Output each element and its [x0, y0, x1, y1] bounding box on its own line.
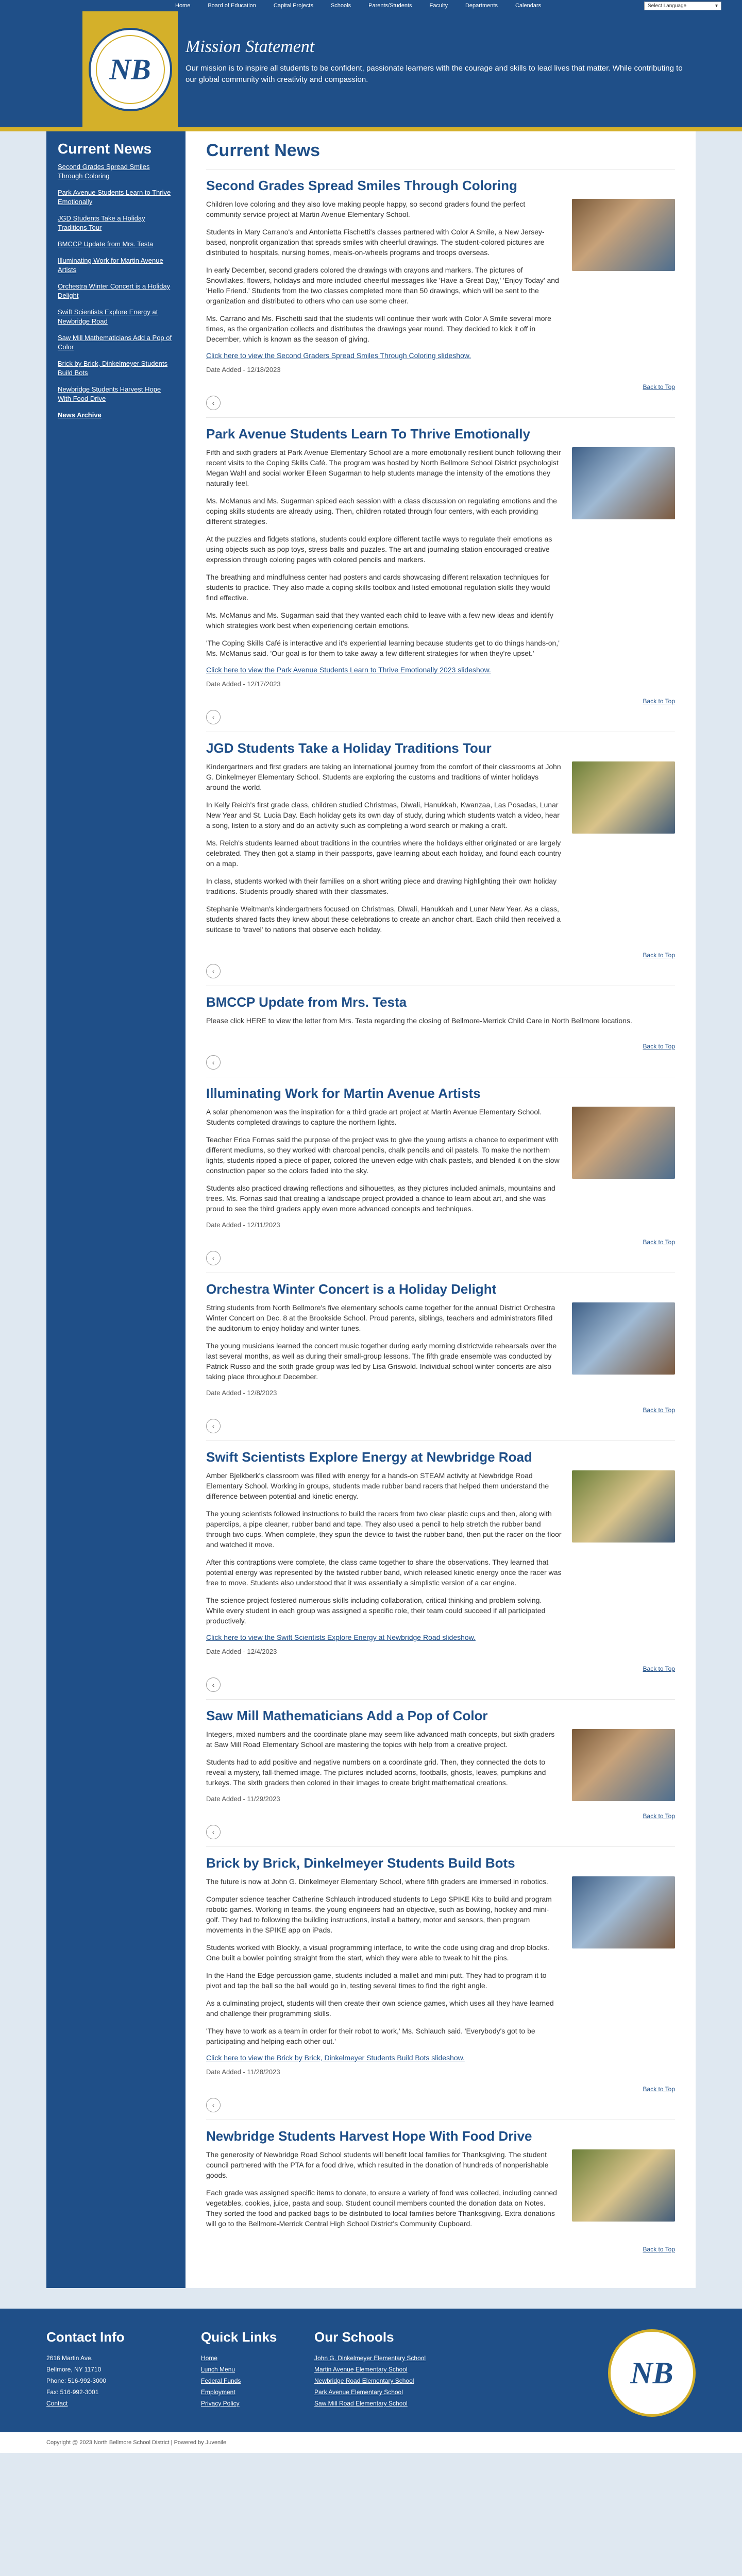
article-body	[206, 1107, 675, 1229]
footer-quick-links	[201, 2329, 294, 2417]
news-article	[206, 1699, 675, 1839]
school-link[interactable]: Martin Avenue Elementary School	[314, 2366, 408, 2373]
contact-line: 2616 Martin Ave.	[46, 2354, 93, 2362]
chevron-left-icon[interactable]: ‹	[206, 1055, 221, 1070]
news-article	[206, 1273, 675, 1433]
article-paragraph: In early December, second graders colored the drawings with crayons and markers. The pictures of Snowflakes, flowers, holidays and more included cheerful messages like 'Have a Great Day,' 'Enjoy Today' and 'Hello Friend.' Students from the two classes completed more than 50 drawings, which will be sent to the organization and distributed to others who can use some cheer.	[206, 266, 559, 305]
sidebar-link[interactable]: JGD Students Take a Holiday Traditions Tour	[58, 214, 145, 231]
school-link[interactable]: Newbridge Road Elementary School	[314, 2377, 414, 2384]
sidebar-link[interactable]: Second Grades Spread Smiles Through Coloring	[58, 163, 150, 180]
school-link[interactable]: Park Avenue Elementary School	[314, 2388, 403, 2396]
topnav-capital-projects[interactable]: Capital Projects	[273, 3, 313, 9]
footer-contact-title: Contact Info	[46, 2329, 125, 2345]
back-to-top-link[interactable]: Back to Top	[643, 1406, 675, 1414]
article-title: Park Avenue Students Learn To Thrive Emotionally	[206, 426, 530, 442]
topnav-parents-students[interactable]: Parents/Students	[368, 3, 412, 9]
article-text	[206, 2149, 562, 2236]
quick-link[interactable]: Privacy Policy	[201, 2400, 240, 2407]
chevron-left-icon[interactable]: ‹	[206, 1251, 221, 1265]
article-paragraph: 'The Coping Skills Café is interactive and it's experiential learning because students get to do things hands-on,' Ms. McManus said. 'Our goal is for them to take away a few different strategies for when they're upset.'	[206, 639, 560, 657]
article-paragraph: After this contraptions were complete, the class came together to share the observations. They learned that potential energy was represented by the twisted rubber band, which released kinetic energy once the racer was free to move. Students also understood that it was essentially a simplistic version of a car engine.	[206, 1558, 562, 1587]
article-paragraph: String students from North Bellmore's five elementary schools came together for the annual District Orchestra Winter Concert on Dec. 8 at the Brookside School. Proud parents, siblings, teachers and administrators filled the auditorium to enjoy holiday and winter tunes.	[206, 1303, 555, 1332]
sidebar-link[interactable]: Orchestra Winter Concert is a Holiday Delight	[58, 282, 171, 299]
article-body	[206, 447, 675, 688]
chevron-left-icon[interactable]: ‹	[206, 396, 221, 410]
article-paragraph: As a culminating project, students will then create their own science games, which uses all they have learned and challenge their programming skills.	[206, 1999, 554, 2018]
footer-quick-title: Quick Links	[201, 2329, 277, 2345]
contact-line: Phone: 516-992-3000	[46, 2377, 107, 2384]
mission-statement	[185, 37, 690, 86]
footer-logo	[608, 2329, 696, 2417]
article-paragraph: Students had to add positive and negative numbers on a coordinate grid. Then, they connected the dots to reveal a mystery, fall-themed image. The pictures included acorns, footballs, ghosts, leaves, pumpkins and turkeys. The sixth graders then colored in their images to create bright mathematical creations.	[206, 1758, 546, 1787]
article-body	[206, 1876, 675, 2076]
sidebar-link[interactable]: Swift Scientists Explore Energy at Newbridge Road	[58, 308, 158, 325]
brand-panel	[82, 11, 178, 127]
logo-initials: NB	[109, 53, 151, 86]
sidebar-link[interactable]: Park Avenue Students Learn to Thrive Emotionally	[58, 189, 171, 206]
mission-text: Our mission is to inspire all students to be confident, passionate learners with the courage and skills to lead lives that matter. While contributing to our global community with creativity and compassion.	[185, 64, 683, 84]
sidebar-link[interactable]: Illuminating Work for Martin Avenue Artists	[58, 257, 163, 274]
quick-link[interactable]: Employment	[201, 2388, 235, 2396]
slideshow-link[interactable]: Click here to view the Park Avenue Students Learn to Thrive Emotionally 2023 slideshow.	[206, 666, 491, 674]
chevron-left-icon[interactable]: ‹	[206, 2098, 221, 2112]
article-paragraph: Students in Mary Carrano's and Antonietta Fischetti's classes partnered with Color A Smile, a New Jersey-based, nonprofit organization that spreads smiles with cheerful drawings. The student-colored pictures are distributed to hospitals, nursing homes, meals-on-wheels programs and troops overseas.	[206, 228, 545, 257]
news-article	[206, 1846, 675, 2112]
article-date: Date Added - 12/4/2023	[206, 1648, 277, 1655]
article-paragraph: Each grade was assigned specific items to donate, to ensure a variety of food was collected, including canned vegetables, cookies, juice, pasta and soup. Student council members counted the donation data on Notes. They sorted the food and packed bags to be distributed to local families before Thanksgiving. Extra donations will go to the Bellmore-Merrick Central High School District's Community Cupboard.	[206, 2189, 557, 2228]
chevron-left-icon[interactable]: ‹	[206, 1825, 221, 1839]
page-content	[46, 131, 696, 2288]
article-paragraph: Students worked with Blockly, a visual programming interface, to write the code using drag and drop blocks. One built a bowler pointing straight from the start, which they were able to tweak to hit the pins.	[206, 1943, 549, 1962]
topnav-board[interactable]: Board of Education	[208, 3, 256, 9]
top-bar	[0, 0, 742, 11]
article-paragraph: Children love coloring and they also love making people happy, so second graders found the perfect community service project at Martin Avenue Elementary School.	[206, 200, 526, 218]
article-body	[206, 761, 675, 942]
school-link[interactable]: Saw Mill Road Elementary School	[314, 2400, 408, 2407]
article-body	[206, 1015, 675, 1033]
slideshow-link[interactable]: Click here to view the Brick by Brick, Dinkelmeyer Students Build Bots slideshow.	[206, 2054, 465, 2062]
sidebar-link[interactable]: BMCCP Update from Mrs. Testa	[58, 240, 154, 248]
copyright: Copyright @ 2023 North Bellmore School District | Powered by Juvenile	[0, 2432, 742, 2453]
article-body	[206, 1470, 675, 1655]
article-text	[206, 1015, 675, 1033]
article-text	[206, 1876, 562, 2076]
article-paragraph: Fifth and sixth graders at Park Avenue Elementary School are a more emotionally resilient bunch following their recent visits to the Coping Skills Café. The program was hosted by North Bellmore School District psychologist Megan Wahl and social worker Eileen Sugarman to help students manage the intensity of the emotions they naturally feel.	[206, 448, 561, 487]
article-paragraph: Ms. McManus and Ms. Sugarman said that they wanted each child to leave with a few new ideas and identify which strategies work best when experiencing certain emotions.	[206, 611, 553, 630]
sidebar-link[interactable]: Saw Mill Mathematicians Add a Pop of Color	[58, 334, 172, 351]
article-paragraph: In class, students worked with their families on a short writing piece and drawing highlighting their own holiday traditions. Students proudly shared with their classmates.	[206, 877, 557, 895]
article-title: JGD Students Take a Holiday Traditions Tour	[206, 740, 492, 756]
back-to-top-link[interactable]: Back to Top	[643, 1812, 675, 1820]
article-paragraph: Please click HERE to view the letter from Mrs. Testa regarding the closing of Bellmore-Merrick Child Care in North Bellmore locations.	[206, 1016, 632, 1025]
top-nav	[175, 3, 541, 9]
footer-contact	[46, 2329, 180, 2417]
article-title: Second Grades Spread Smiles Through Coloring	[206, 178, 517, 193]
chevron-left-icon[interactable]: ‹	[206, 1419, 221, 1433]
gold-divider	[0, 127, 742, 131]
article-paragraph: A solar phenomenon was the inspiration for a third grade art project at Martin Avenue Elementary School. Students completed drawings to capture the northern lights.	[206, 1108, 542, 1126]
article-photo	[572, 1107, 675, 1179]
article-date: Date Added - 12/8/2023	[206, 1389, 277, 1397]
article-text	[206, 447, 562, 688]
article-text	[206, 1729, 562, 1803]
news-article	[206, 2120, 675, 2253]
article-paragraph: The young scientists followed instructions to build the racers from two clear plastic cups and then, along with paperclips, a pipe cleaner, rubber band and tape. They also used a pencil to help stretch the rubber band through two cups. When complete, they spun the device to twist the rubber band, then put the racer on the floor and watched it move.	[206, 1510, 562, 1549]
article-paragraph: In Kelly Reich's first grade class, children studied Christmas, Diwali, Hanukkah, Kwanzaa, Las Posadas, Lunar New Year and St. Lucia Day. Each holiday gets its own day of study, during which students watch a video, hear a song, listen to a story and do an activity such as completing a word search or making a craft.	[206, 801, 560, 829]
site-header	[0, 11, 742, 127]
contact-line: Bellmore, NY 11710	[46, 2366, 102, 2373]
article-date: Date Added - 12/11/2023	[206, 1221, 280, 1229]
mission-title: Mission Statement	[185, 37, 315, 56]
article-title: Saw Mill Mathematicians Add a Pop of Color	[206, 1708, 488, 1723]
news-article	[206, 169, 675, 410]
article-title: Orchestra Winter Concert is a Holiday Delight	[206, 1281, 497, 1297]
article-text	[206, 1470, 562, 1655]
article-text	[206, 761, 562, 942]
sidebar-link[interactable]: Newbridge Students Harvest Hope With Food Drive	[58, 385, 161, 402]
slideshow-link[interactable]: Click here to view the Second Graders Spread Smiles Through Coloring slideshow.	[206, 351, 471, 360]
article-paragraph: In the Hand the Edge percussion game, students included a mallet and mini putt. They had to program it to pivot and tap the ball so the ball would go in, testing several times to find the right angle.	[206, 1971, 547, 1990]
back-to-top-link[interactable]: Back to Top	[643, 1043, 675, 1050]
quick-link[interactable]: Federal Funds	[201, 2377, 241, 2384]
article-photo	[572, 1876, 675, 1948]
article-paragraph: Stephanie Weitman's kindergartners focused on Christmas, Diwali, Hanukkah and Lunar New Year. As a class, students shared facts they knew about these celebrations to create an anchor chart. Each child then received a suitcase to 'travel' to nations that observe each holiday.	[206, 905, 561, 934]
chevron-left-icon[interactable]: ‹	[206, 964, 221, 978]
back-to-top-link[interactable]: Back to Top	[643, 1665, 675, 1672]
article-photo	[572, 199, 675, 271]
topnav-schools[interactable]: Schools	[330, 3, 351, 9]
article-body	[206, 2149, 675, 2236]
article-photo	[572, 761, 675, 834]
footer-logo-initials: NB	[630, 2355, 673, 2390]
article-photo	[572, 1729, 675, 1801]
article-paragraph: The generosity of Newbridge Road School students will benefit local families for Thanksgiving. The student council partnered with the PTA for a food drive, which resulted in the donation of hundreds of nonperishable goods.	[206, 2150, 549, 2179]
article-photo	[572, 1302, 675, 1375]
article-photo	[572, 447, 675, 519]
article-paragraph: Computer science teacher Catherine Schlauch introduced students to Lego SPIKE Kits to build and program robotic games. Working in teams, the young engineers had an objective, such as bowling, hockey and mini-golf. They had to following the building instructions, install a battery, motor and sensors, then program movements in the SPIKE app on iPads.	[206, 1895, 552, 1934]
article-paragraph: The science project fostered numerous skills including collaboration, critical thinking and problem solving. While every student in each group was assigned a specific role, their team could succeed if all participated productively.	[206, 1596, 546, 1625]
footer-schools	[314, 2329, 500, 2417]
quick-link[interactable]: Home	[201, 2354, 218, 2362]
article-paragraph: The breathing and mindfulness center had posters and cards showcasing different relaxation techniques for students to practice. They also made a coping skills toolbox and listed emotional regulation skills they would find effective.	[206, 573, 550, 602]
back-to-top-link[interactable]: Back to Top	[643, 698, 675, 705]
back-to-top-link[interactable]: Back to Top	[643, 383, 675, 391]
article-title: Swift Scientists Explore Energy at Newbridge Road	[206, 1449, 532, 1465]
topnav-departments[interactable]: Departments	[465, 3, 498, 9]
news-article	[206, 417, 675, 724]
site-footer	[0, 2309, 742, 2453]
language-select[interactable]	[644, 2, 721, 10]
sidebar-title: Current News	[58, 141, 152, 157]
district-logo[interactable]	[89, 28, 172, 111]
footer-columns	[46, 2329, 696, 2432]
article-title: Brick by Brick, Dinkelmeyer Students Build Bots	[206, 1855, 515, 1871]
sidebar	[46, 131, 185, 2288]
back-to-top-link[interactable]: Back to Top	[643, 2086, 675, 2093]
article-text	[206, 1302, 562, 1397]
main-content	[185, 131, 696, 2288]
news-article	[206, 1440, 675, 1692]
sidebar-link[interactable]: Brick by Brick, Dinkelmeyer Students Build Bots	[58, 360, 168, 377]
contact-line: Fax: 516-992-3001	[46, 2388, 99, 2396]
article-date: Date Added - 11/29/2023	[206, 1795, 280, 1803]
article-paragraph: Ms. McManus and Ms. Sugarman spiced each session with a class discussion on regulating emotions and the coping skills students are already using. Then, children rotated through four centers, with each providing different strategies.	[206, 497, 557, 526]
slideshow-link[interactable]: Click here to view the Swift Scientists Explore Energy at Newbridge Road slideshow.	[206, 1633, 476, 1641]
back-to-top-link[interactable]: Back to Top	[643, 952, 675, 959]
article-paragraph: The future is now at John G. Dinkelmeyer Elementary School, where fifth graders are immersed in robotics.	[206, 1877, 548, 1886]
article-date: Date Added - 12/17/2023	[206, 680, 281, 688]
school-link[interactable]: John G. Dinkelmeyer Elementary School	[314, 2354, 426, 2362]
chevron-left-icon[interactable]: ‹	[206, 710, 221, 724]
news-article	[206, 986, 675, 1070]
article-photo	[572, 1470, 675, 1543]
news-article	[206, 1077, 675, 1265]
article-text	[206, 1107, 562, 1229]
article-paragraph: Integers, mixed numbers and the coordinate plane may seem like advanced math concepts, but sixth graders at Saw Mill Road Elementary School are mastering the topics with help from a creative project.	[206, 1730, 555, 1749]
footer-schools-title: Our Schools	[314, 2329, 394, 2345]
topnav-faculty[interactable]: Faculty	[429, 3, 448, 9]
article-text	[206, 199, 562, 374]
article-body	[206, 1729, 675, 1803]
article-paragraph: Kindergartners and first graders are taking an international journey from the comfort of their classrooms at John G. Dinkelmeyer Elementary School. Students are exploring the customs and traditions of winter holidays around the world.	[206, 762, 561, 791]
back-to-top-link[interactable]: Back to Top	[643, 1239, 675, 1246]
article-title: Illuminating Work for Martin Avenue Artists	[206, 1086, 481, 1101]
chevron-left-icon[interactable]: ‹	[206, 1677, 221, 1692]
article-date: Date Added - 11/28/2023	[206, 2068, 280, 2076]
news-article	[206, 732, 675, 978]
article-paragraph: Teacher Erica Fornas said the purpose of the project was to give the young artists a chance to experiment with different mediums, so they worked with charcoal pencils, chalk pencils and oil pastels. To make the northern lights, students ripped a piece of paper, colored the uneven edge with chalk pastels, and blended it on the slow construction paper so the colors faded into the sky.	[206, 1136, 560, 1175]
article-title: Newbridge Students Harvest Hope With Food Drive	[206, 2128, 532, 2144]
article-paragraph: Ms. Carrano and Ms. Fischetti said that the students will continue their work with Color A Smile several more times, as the organization collects and distributes the drawings year round. They decided to kick it off in December, which is known as the season of giving.	[206, 314, 551, 343]
logo-ring	[96, 35, 165, 104]
back-to-top-link[interactable]: Back to Top	[643, 2246, 675, 2253]
article-paragraph: Students also practiced drawing reflections and silhouettes, as they pictures included animals, mountains and trees. Ms. Fornas said that creating a landscape project provided a chance to learn about art, and she was proud to see the third graders apply even more advanced concepts and techniques.	[206, 1184, 555, 1213]
article-title: BMCCP Update from Mrs. Testa	[206, 994, 407, 1010]
article-body	[206, 199, 675, 374]
article-paragraph: 'They have to work as a team in order for their robot to work,' Ms. Schlauch said. 'Everybody's got to be participating and helping each other out.'	[206, 2027, 535, 2045]
chevron-down-icon: ▾	[715, 3, 718, 9]
quick-link[interactable]: Lunch Menu	[201, 2366, 235, 2373]
article-paragraph: Ms. Reich's students learned about traditions in the countries where the holidays either originated or are largely celebrated. They then got a stamp in their passports, gave learning about each holiday, and found each country on a map.	[206, 839, 562, 868]
article-paragraph: At the puzzles and fidgets stations, students could explore different tactile ways to regulate their emotions as using objects such as pop toys, stress balls and puzzles. The art and journaling station encouraged creative expression through coloring pages with colored pencils and markers.	[206, 535, 552, 564]
news-archive-link[interactable]: News Archive	[58, 411, 102, 419]
topnav-calendars[interactable]: Calendars	[515, 3, 542, 9]
language-select-label: Select Language	[648, 3, 687, 9]
article-date: Date Added - 12/18/2023	[206, 366, 281, 374]
topnav-home[interactable]: Home	[175, 3, 191, 9]
article-paragraph: Amber Bjelkberk's classroom was filled with energy for a hands-on STEAM activity at Newbridge Road Elementary School. Working in groups, students made rubber band racers that helped them understand the difference between potential and kinetic energy.	[206, 1471, 549, 1500]
contact-link[interactable]: Contact	[46, 2400, 68, 2407]
article-paragraph: The young musicians learned the concert music together during early morning districtwide rehearsals over the last several months, as well as during their small-group lessons. The fifth grade ensemble was conducted by Patrick Russo and the sixth grade group was led by Lisa Griswold. Individual school winter concerts are also taking place throughout December.	[206, 1342, 557, 1381]
page-title: Current News	[206, 141, 321, 160]
article-body	[206, 1302, 675, 1397]
article-photo	[572, 2149, 675, 2222]
